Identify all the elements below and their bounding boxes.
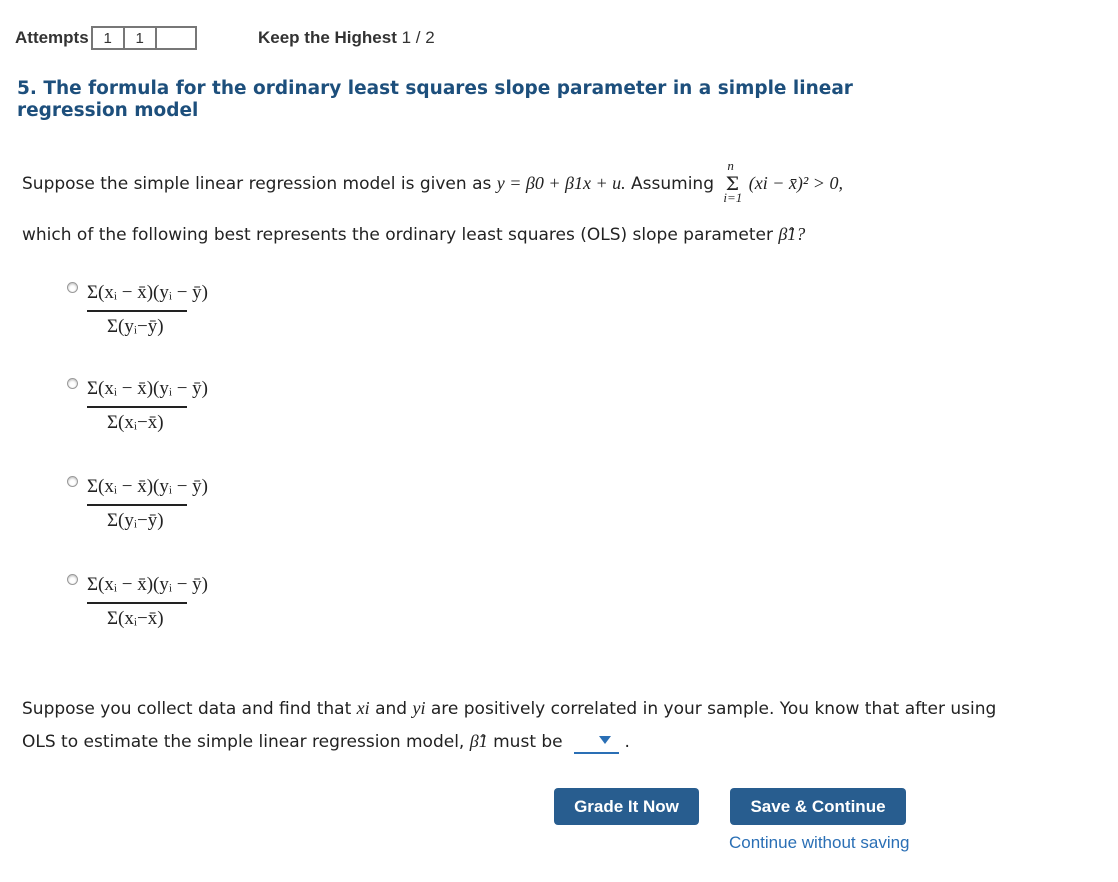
followup-paragraph — [22, 692, 1002, 758]
assuming-label: Assuming — [631, 174, 714, 194]
option-2-numerator: Σ(xᵢ − x̄)(yᵢ − ȳ) — [87, 378, 209, 399]
question-title: 5. The formula for the ordinary least squares slope parameter in a simple linear regression model — [17, 78, 853, 121]
option-3-fraction — [87, 476, 208, 532]
model-equation: y = β0 + β1x + u. — [496, 173, 626, 193]
fraction-bar — [87, 310, 187, 312]
intro-prefix: Suppose the simple linear regression model is given as — [22, 174, 492, 194]
sum-top: n — [727, 158, 734, 173]
option-1[interactable] — [67, 282, 227, 362]
fraction-bar — [87, 602, 187, 604]
answer-dropdown[interactable] — [574, 730, 619, 754]
question-intro — [22, 158, 843, 205]
followup-xi: xi — [356, 698, 370, 718]
radio-option-3[interactable] — [67, 476, 78, 487]
continue-without-saving-link[interactable]: Continue without saving — [729, 833, 910, 852]
save-and-continue-button[interactable]: Save & Continue — [730, 788, 906, 825]
followup-period: . — [624, 732, 630, 752]
option-1-numerator: Σ(xᵢ − x̄)(yᵢ − ȳ) — [87, 282, 209, 303]
keep-label: Keep the Highest — [258, 28, 397, 47]
sum-condition: (xi − x̄)² > 0, — [748, 173, 843, 193]
radio-option-4[interactable] — [67, 574, 78, 585]
attempt-box-1: 1 — [91, 26, 125, 50]
option-1-fraction — [87, 282, 208, 338]
sum-notation — [721, 158, 743, 205]
followup-yi: yi — [412, 698, 426, 718]
fraction-bar — [87, 406, 187, 408]
option-4-fraction — [87, 574, 208, 630]
option-3-denominator: Σ(yᵢ−ȳ) — [107, 510, 164, 531]
option-4-numerator: Σ(xᵢ − x̄)(yᵢ − ȳ) — [87, 574, 209, 595]
attempt-box-2: 1 — [123, 26, 157, 50]
question-text: which of the following best represents the ordinary least squares (OLS) slope parameter — [22, 225, 773, 245]
followup-part1: Suppose you collect data and find that — [22, 699, 352, 719]
sum-bottom: i=1 — [723, 190, 743, 205]
option-3[interactable] — [67, 476, 227, 556]
option-4-denominator: Σ(xᵢ−x̄) — [107, 608, 164, 629]
fraction-bar — [87, 504, 187, 506]
attempt-box-3 — [155, 26, 197, 50]
option-2-fraction — [87, 378, 208, 434]
followup-beta-hat: β̂1 — [469, 731, 488, 751]
radio-option-1[interactable] — [67, 282, 78, 293]
option-4[interactable] — [67, 574, 227, 654]
option-1-denominator: Σ(yᵢ−ȳ) — [107, 316, 164, 337]
option-2[interactable] — [67, 378, 227, 458]
attempts-label: Attempts — [15, 28, 89, 47]
grade-it-now-button[interactable]: Grade It Now — [554, 788, 699, 825]
keep-value: 1 / 2 — [401, 28, 435, 47]
radio-option-2[interactable] — [67, 378, 78, 389]
sum-symbol: Σ — [725, 173, 740, 195]
attempts-bar — [15, 25, 197, 51]
followup-part2: are positively correlated in your sample. You know that after using OLS to estimate the simple linear regression model, — [22, 699, 997, 752]
keep-highest — [258, 28, 435, 48]
question-line — [22, 224, 805, 245]
followup-and: and — [375, 699, 408, 719]
followup-part3: must be — [493, 732, 563, 752]
option-2-denominator: Σ(xᵢ−x̄) — [107, 412, 164, 433]
option-3-numerator: Σ(xᵢ − x̄)(yᵢ − ȳ) — [87, 476, 209, 497]
beta-hat: β̂1? — [778, 224, 806, 244]
